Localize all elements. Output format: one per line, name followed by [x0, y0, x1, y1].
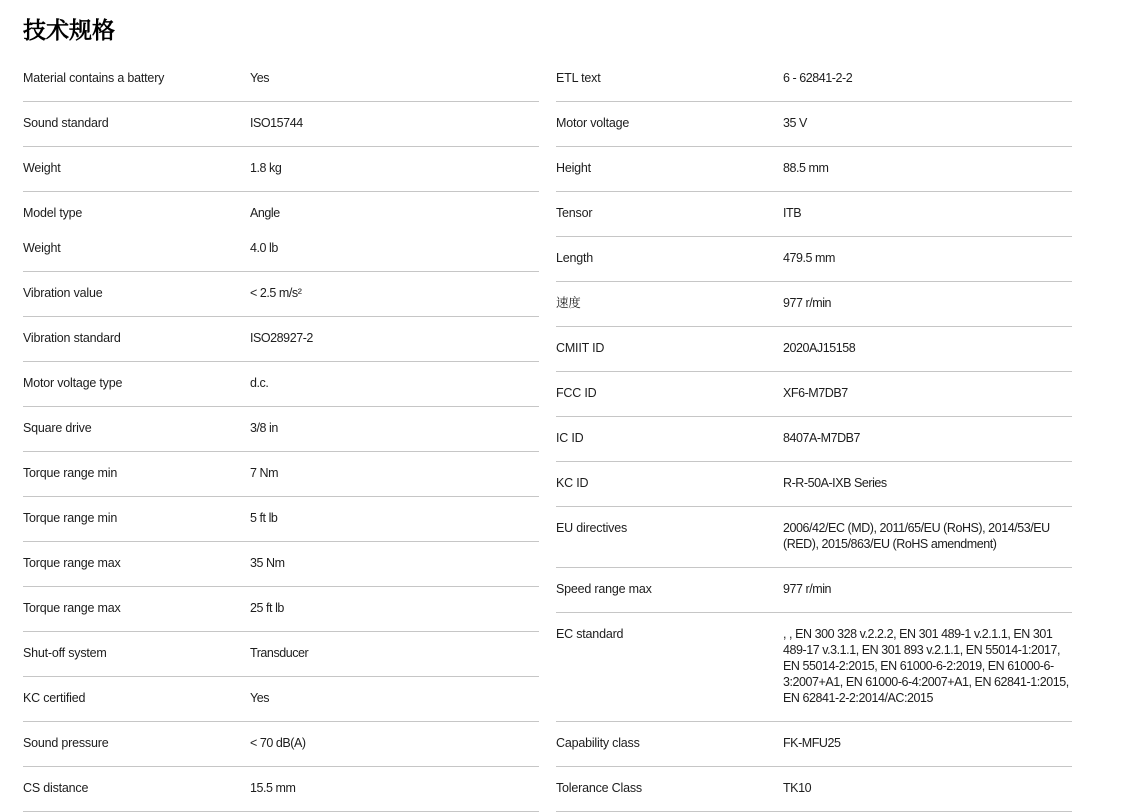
spec-label: Speed range max [556, 582, 652, 596]
spec-pair [23, 735, 539, 751]
spec-pair [23, 70, 539, 86]
spec-pair [556, 475, 1072, 491]
spec-value: 479.5 mm [783, 251, 835, 265]
spec-label: Vibration standard [23, 331, 121, 345]
spec-row [556, 102, 1072, 147]
spec-label: Weight [23, 241, 61, 255]
spec-value: 5 ft lb [250, 511, 278, 525]
spec-value: 7 Nm [250, 466, 279, 480]
spec-pair [23, 330, 539, 346]
spec-row [23, 272, 539, 317]
spec-pair [23, 115, 539, 131]
spec-value: ISO28927-2 [250, 331, 313, 345]
spec-label: CMIIT ID [556, 341, 605, 355]
spec-label: EU directives [556, 521, 628, 535]
spec-pair [556, 340, 1072, 356]
spec-pair [556, 430, 1072, 446]
spec-label: Tolerance Class [556, 781, 642, 795]
spec-value: FK-MFU25 [783, 736, 841, 750]
spec-row [23, 542, 539, 587]
spec-label: ETL text [556, 71, 601, 85]
spec-value: XF6-M7DB7 [783, 386, 848, 400]
spec-value: , , EN 300 328 v.2.2.2, EN 301 489-1 v.2.1.1, EN 301 489-17 v.3.1.1, EN 301 893 v.2.1.1, EN 55014-1:2017, EN 55014-2:2015, EN 61000-6-2:2019, EN 61000-6-3:2007+A1, EN 61000-6-4:2007+A1, EN 62841-1:2015, EN 62841-2-2:2014/AC:2015 [783, 627, 1069, 705]
spec-row [23, 147, 539, 192]
spec-label: 速度 [556, 296, 581, 310]
spec-row [556, 372, 1072, 417]
spec-value: Yes [250, 71, 270, 85]
spec-pair [23, 555, 539, 571]
spec-row [556, 237, 1072, 282]
spec-row [556, 192, 1072, 237]
spec-label: Torque range min [23, 466, 118, 480]
spec-value: TK10 [783, 781, 812, 795]
spec-row [23, 407, 539, 452]
spec-pair [23, 645, 539, 661]
spec-pair [23, 205, 539, 221]
spec-value: Angle [250, 206, 280, 220]
spec-label: Sound pressure [23, 736, 109, 750]
spec-pair [556, 520, 1072, 552]
spec-row [556, 613, 1072, 722]
spec-label: Height [556, 161, 591, 175]
spec-value: R-R-50A-IXB Series [783, 476, 887, 490]
spec-value: 1.8 kg [250, 161, 282, 175]
spec-pair [556, 115, 1072, 131]
spec-pair [23, 780, 539, 796]
spec-row [23, 362, 539, 407]
spec-label: Torque range max [23, 556, 121, 570]
spec-row [23, 317, 539, 362]
spec-row [23, 632, 539, 677]
spec-label: Tensor [556, 206, 593, 220]
spec-row [23, 192, 539, 272]
spec-row [556, 282, 1072, 327]
spec-value: 8407A-M7DB7 [783, 431, 861, 445]
spec-value: d.c. [250, 376, 269, 390]
spec-label: Length [556, 251, 594, 265]
spec-pair [556, 626, 1072, 706]
spec-row [23, 587, 539, 632]
spec-row [23, 452, 539, 497]
spec-label: Material contains a battery [23, 71, 165, 85]
spec-value: < 70 dB(A) [250, 736, 306, 750]
spec-label: Vibration value [23, 286, 103, 300]
spec-label: EC standard [556, 627, 624, 641]
spec-row [556, 417, 1072, 462]
spec-row [23, 102, 539, 147]
spec-label: IC ID [556, 431, 584, 445]
spec-pair [23, 375, 539, 391]
spec-value: 3/8 in [250, 421, 278, 435]
spec-pair [23, 420, 539, 436]
spec-pair [556, 250, 1072, 266]
spec-row [556, 462, 1072, 507]
spec-label: CS distance [23, 781, 89, 795]
spec-label: Model type [23, 206, 83, 220]
spec-pair [556, 581, 1072, 597]
spec-pair [556, 70, 1072, 86]
spec-value: 977 r/min [783, 296, 832, 310]
spec-pair [556, 160, 1072, 176]
spec-row [556, 57, 1072, 102]
spec-label: Torque range max [23, 601, 121, 615]
spec-value: Yes [250, 691, 270, 705]
spec-pair [23, 510, 539, 526]
spec-pair [23, 285, 539, 301]
spec-table-right-column [556, 57, 1072, 812]
spec-value: 35 V [783, 116, 807, 130]
spec-value: 4.0 lb [250, 241, 278, 255]
spec-row [23, 722, 539, 767]
spec-row [556, 327, 1072, 372]
spec-value: 15.5 mm [250, 781, 296, 795]
spec-value: 25 ft lb [250, 601, 284, 615]
spec-pair [23, 240, 539, 256]
spec-label: KC ID [556, 476, 589, 490]
spec-pair [556, 205, 1072, 221]
spec-label: Weight [23, 161, 61, 175]
spec-value: Transducer [250, 646, 309, 660]
page-title: 技术规格 [23, 17, 115, 43]
spec-label: Capability class [556, 736, 640, 750]
spec-table-left-column [23, 57, 539, 812]
spec-label: Motor voltage type [23, 376, 123, 390]
spec-value: ISO15744 [250, 116, 303, 130]
spec-value: 6 - 62841-2-2 [783, 71, 853, 85]
spec-pair [23, 465, 539, 481]
spec-pair [556, 780, 1072, 796]
spec-row [23, 677, 539, 722]
spec-pair [556, 735, 1072, 751]
spec-value: ITB [783, 206, 802, 220]
spec-pair [23, 160, 539, 176]
spec-pair [23, 600, 539, 616]
spec-row [556, 767, 1072, 812]
spec-row [23, 497, 539, 542]
spec-label: Sound standard [23, 116, 109, 130]
spec-label: Shut-off system [23, 646, 107, 660]
spec-pair [556, 385, 1072, 401]
spec-value: 88.5 mm [783, 161, 829, 175]
spec-row [556, 568, 1072, 613]
spec-row [556, 722, 1072, 767]
spec-label: Motor voltage [556, 116, 630, 130]
spec-value: 977 r/min [783, 582, 832, 596]
spec-value: < 2.5 m/s² [250, 286, 302, 300]
spec-label: Torque range min [23, 511, 118, 525]
spec-row [556, 147, 1072, 192]
spec-label: FCC ID [556, 386, 597, 400]
spec-row [556, 507, 1072, 568]
spec-value: 35 Nm [250, 556, 285, 570]
spec-row [23, 767, 539, 812]
spec-label: KC certified [23, 691, 86, 705]
spec-value: 2020AJ15158 [783, 341, 856, 355]
spec-value: 2006/42/EC (MD), 2011/65/EU (RoHS), 2014/53/EU (RED), 2015/863/EU (RoHS amendment) [783, 521, 1050, 551]
spec-row [23, 57, 539, 102]
spec-pair [23, 690, 539, 706]
spec-label: Square drive [23, 421, 92, 435]
spec-pair [556, 295, 1072, 311]
